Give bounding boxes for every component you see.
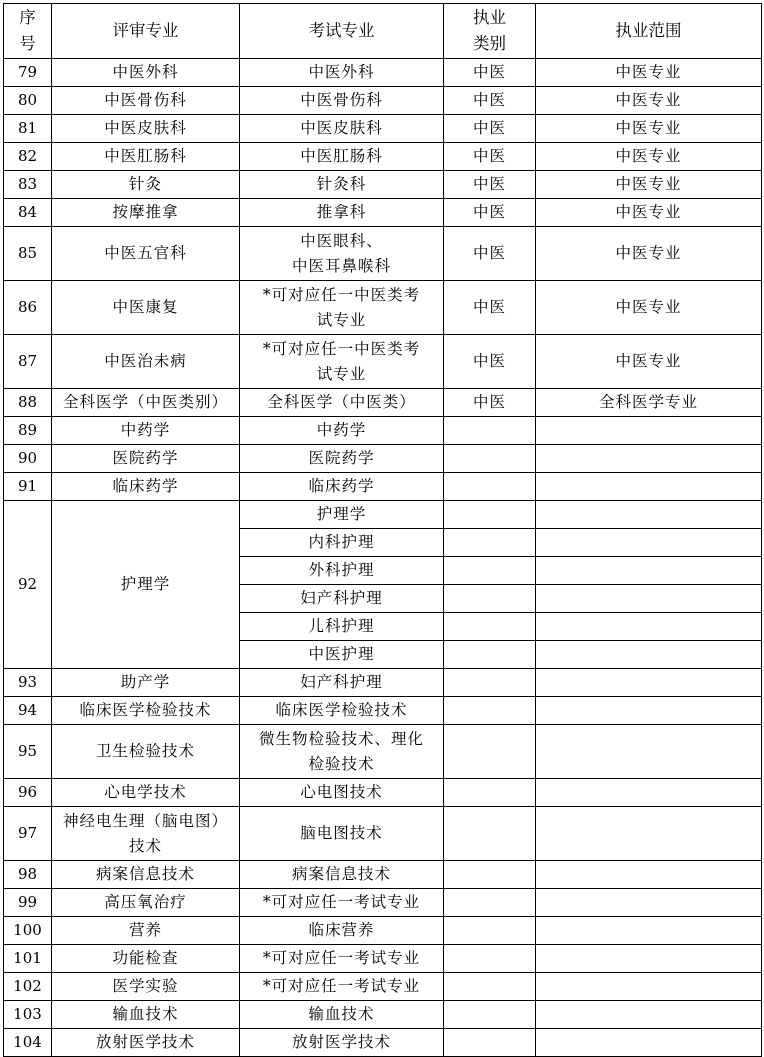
row-number: 96: [4, 779, 52, 807]
practice-scope: [536, 641, 762, 669]
practice-scope: 中医专业: [536, 115, 762, 143]
row-number: 95: [4, 725, 52, 779]
exam-specialty: 中药学: [240, 417, 444, 445]
table-row: [4, 115, 762, 143]
exam-specialty: 儿科护理: [240, 613, 444, 641]
practice-category: [444, 1029, 536, 1057]
row-number: 88: [4, 389, 52, 417]
practice-scope: [536, 613, 762, 641]
exam-specialty: 妇产科护理: [240, 585, 444, 613]
row-number: 89: [4, 417, 52, 445]
row-number: 99: [4, 889, 52, 917]
row-number: 80: [4, 87, 52, 115]
exam-specialty: 输血技术: [240, 1001, 444, 1029]
table-row: [4, 445, 762, 473]
practice-category: [444, 697, 536, 725]
practice-category: [444, 945, 536, 973]
practice-scope: [536, 889, 762, 917]
row-number: 93: [4, 669, 52, 697]
table-row: [4, 697, 762, 725]
header-exam-specialty: 考试专业: [240, 4, 444, 59]
practice-category: [444, 445, 536, 473]
eval-specialty: 中医骨伤科: [52, 87, 240, 115]
row-number: 104: [4, 1029, 52, 1057]
eval-specialty: 中医皮肤科: [52, 115, 240, 143]
header-eval-specialty: 评审专业: [52, 4, 240, 59]
table-row: [4, 725, 762, 779]
eval-specialty: 临床医学检验技术: [52, 697, 240, 725]
exam-specialty: 中医外科: [240, 59, 444, 87]
eval-specialty: 中医治未病: [52, 335, 240, 389]
exam-specialty: 针灸科: [240, 171, 444, 199]
row-number: 102: [4, 973, 52, 1001]
practice-category: [444, 973, 536, 1001]
practice-category: [444, 613, 536, 641]
practice-scope: [536, 529, 762, 557]
exam-specialty: 护理学: [240, 501, 444, 529]
exam-specialty: 全科医学（中医类）: [240, 389, 444, 417]
table-row: [4, 335, 762, 389]
table-row: [4, 861, 762, 889]
table-row: [4, 1029, 762, 1057]
table-row: [4, 171, 762, 199]
table-row: [4, 669, 762, 697]
practice-category: 中医: [444, 335, 536, 389]
exam-specialty: *可对应任一考试专业: [240, 973, 444, 1001]
practice-scope: [536, 725, 762, 779]
row-number: 91: [4, 473, 52, 501]
table-body: [4, 59, 762, 1057]
eval-specialty: 卫生检验技术: [52, 725, 240, 779]
eval-specialty: 放射医学技术: [52, 1029, 240, 1057]
eval-specialty: 中医外科: [52, 59, 240, 87]
practice-category: [444, 725, 536, 779]
practice-category: 中医: [444, 281, 536, 335]
table-row: [4, 917, 762, 945]
eval-specialty: 临床药学: [52, 473, 240, 501]
practice-category: [444, 641, 536, 669]
header-seq: 序 号: [4, 4, 52, 59]
eval-specialty: 医学实验: [52, 973, 240, 1001]
table-row: [4, 87, 762, 115]
table-row: [4, 473, 762, 501]
eval-specialty: 中药学: [52, 417, 240, 445]
practice-scope: [536, 917, 762, 945]
row-number: 97: [4, 807, 52, 861]
practice-scope: [536, 557, 762, 585]
exam-specialty: 临床营养: [240, 917, 444, 945]
practice-scope: [536, 697, 762, 725]
exam-specialty: 放射医学技术: [240, 1029, 444, 1057]
table-row: [4, 227, 762, 281]
eval-specialty: 高压氧治疗: [52, 889, 240, 917]
exam-specialty: *可对应任一考试专业: [240, 945, 444, 973]
practice-scope: [536, 1001, 762, 1029]
exam-specialty: 医院药学: [240, 445, 444, 473]
practice-scope: 中医专业: [536, 87, 762, 115]
eval-specialty: 输血技术: [52, 1001, 240, 1029]
practice-category: [444, 473, 536, 501]
practice-category: 中医: [444, 115, 536, 143]
exam-specialty: 中医眼科、 中医耳鼻喉科: [240, 227, 444, 281]
practice-scope: [536, 417, 762, 445]
exam-specialty: *可对应任一中医类考 试专业: [240, 281, 444, 335]
exam-specialty: 临床医学检验技术: [240, 697, 444, 725]
exam-specialty: 微生物检验技术、理化 检验技术: [240, 725, 444, 779]
exam-specialty: 脑电图技术: [240, 807, 444, 861]
eval-specialty: 中医肛肠科: [52, 143, 240, 171]
eval-specialty: 医院药学: [52, 445, 240, 473]
practice-scope: 中医专业: [536, 199, 762, 227]
exam-specialty: 内科护理: [240, 529, 444, 557]
practice-category: 中医: [444, 59, 536, 87]
table-row: [4, 889, 762, 917]
header-practice-category: 执业 类别: [444, 4, 536, 59]
exam-specialty: 妇产科护理: [240, 669, 444, 697]
practice-category: 中医: [444, 227, 536, 281]
table-row: [4, 417, 762, 445]
practice-category: [444, 557, 536, 585]
exam-specialty: 心电图技术: [240, 779, 444, 807]
table-row: [4, 779, 762, 807]
exam-specialty: 病案信息技术: [240, 861, 444, 889]
exam-specialty: 中医肛肠科: [240, 143, 444, 171]
practice-scope: 中医专业: [536, 335, 762, 389]
practice-scope: 中医专业: [536, 281, 762, 335]
eval-specialty: 助产学: [52, 669, 240, 697]
practice-category: [444, 417, 536, 445]
table-row: [4, 59, 762, 87]
row-number: 103: [4, 1001, 52, 1029]
practice-category: [444, 889, 536, 917]
practice-scope: 中医专业: [536, 171, 762, 199]
table-row: [4, 973, 762, 1001]
row-number: 86: [4, 281, 52, 335]
practice-category: [444, 861, 536, 889]
row-number: 100: [4, 917, 52, 945]
practice-category: 中医: [444, 171, 536, 199]
eval-specialty: 护理学: [52, 501, 240, 669]
row-number: 92: [4, 501, 52, 669]
practice-category: [444, 669, 536, 697]
table-row: [4, 1001, 762, 1029]
table-row: [4, 807, 762, 861]
practice-scope: [536, 585, 762, 613]
eval-specialty: 全科医学（中医类别）: [52, 389, 240, 417]
practice-scope: [536, 473, 762, 501]
exam-specialty: *可对应任一中医类考 试专业: [240, 335, 444, 389]
practice-scope: 中医专业: [536, 143, 762, 171]
practice-category: [444, 501, 536, 529]
row-number: 87: [4, 335, 52, 389]
exam-specialty: 中医皮肤科: [240, 115, 444, 143]
practice-category: 中医: [444, 389, 536, 417]
specialty-table: [3, 3, 762, 1057]
eval-specialty: 神经电生理（脑电图） 技术: [52, 807, 240, 861]
row-number: 84: [4, 199, 52, 227]
practice-scope: [536, 1029, 762, 1057]
exam-specialty: *可对应任一考试专业: [240, 889, 444, 917]
table-row: [4, 143, 762, 171]
exam-specialty: 临床药学: [240, 473, 444, 501]
eval-specialty: 功能检查: [52, 945, 240, 973]
exam-specialty: 中医护理: [240, 641, 444, 669]
exam-specialty: 外科护理: [240, 557, 444, 585]
eval-specialty: 针灸: [52, 171, 240, 199]
exam-specialty: 中医骨伤科: [240, 87, 444, 115]
exam-specialty: 推拿科: [240, 199, 444, 227]
practice-category: [444, 807, 536, 861]
eval-specialty: 病案信息技术: [52, 861, 240, 889]
header-practice-scope: 执业范围: [536, 4, 762, 59]
practice-category: [444, 529, 536, 557]
eval-specialty: 中医康复: [52, 281, 240, 335]
table-row: [4, 945, 762, 973]
eval-specialty: 按摩推拿: [52, 199, 240, 227]
practice-category: [444, 917, 536, 945]
table-row: [4, 501, 762, 529]
row-number: 79: [4, 59, 52, 87]
practice-scope: [536, 445, 762, 473]
row-number: 98: [4, 861, 52, 889]
practice-scope: 中医专业: [536, 59, 762, 87]
eval-specialty: 营养: [52, 917, 240, 945]
eval-specialty: 中医五官科: [52, 227, 240, 281]
practice-category: 中医: [444, 87, 536, 115]
practice-scope: [536, 945, 762, 973]
row-number: 101: [4, 945, 52, 973]
practice-scope: [536, 861, 762, 889]
practice-scope: 全科医学专业: [536, 389, 762, 417]
row-number: 90: [4, 445, 52, 473]
row-number: 83: [4, 171, 52, 199]
practice-scope: [536, 973, 762, 1001]
practice-scope: 中医专业: [536, 227, 762, 281]
practice-category: [444, 585, 536, 613]
practice-category: 中医: [444, 143, 536, 171]
practice-scope: [536, 669, 762, 697]
row-number: 85: [4, 227, 52, 281]
practice-category: [444, 779, 536, 807]
table-row: [4, 281, 762, 335]
row-number: 94: [4, 697, 52, 725]
table-row: [4, 389, 762, 417]
practice-scope: [536, 779, 762, 807]
row-number: 81: [4, 115, 52, 143]
header-row: [4, 4, 762, 59]
practice-scope: [536, 807, 762, 861]
practice-scope: [536, 501, 762, 529]
practice-category: [444, 1001, 536, 1029]
practice-category: 中医: [444, 199, 536, 227]
eval-specialty: 心电学技术: [52, 779, 240, 807]
row-number: 82: [4, 143, 52, 171]
table-row: [4, 199, 762, 227]
